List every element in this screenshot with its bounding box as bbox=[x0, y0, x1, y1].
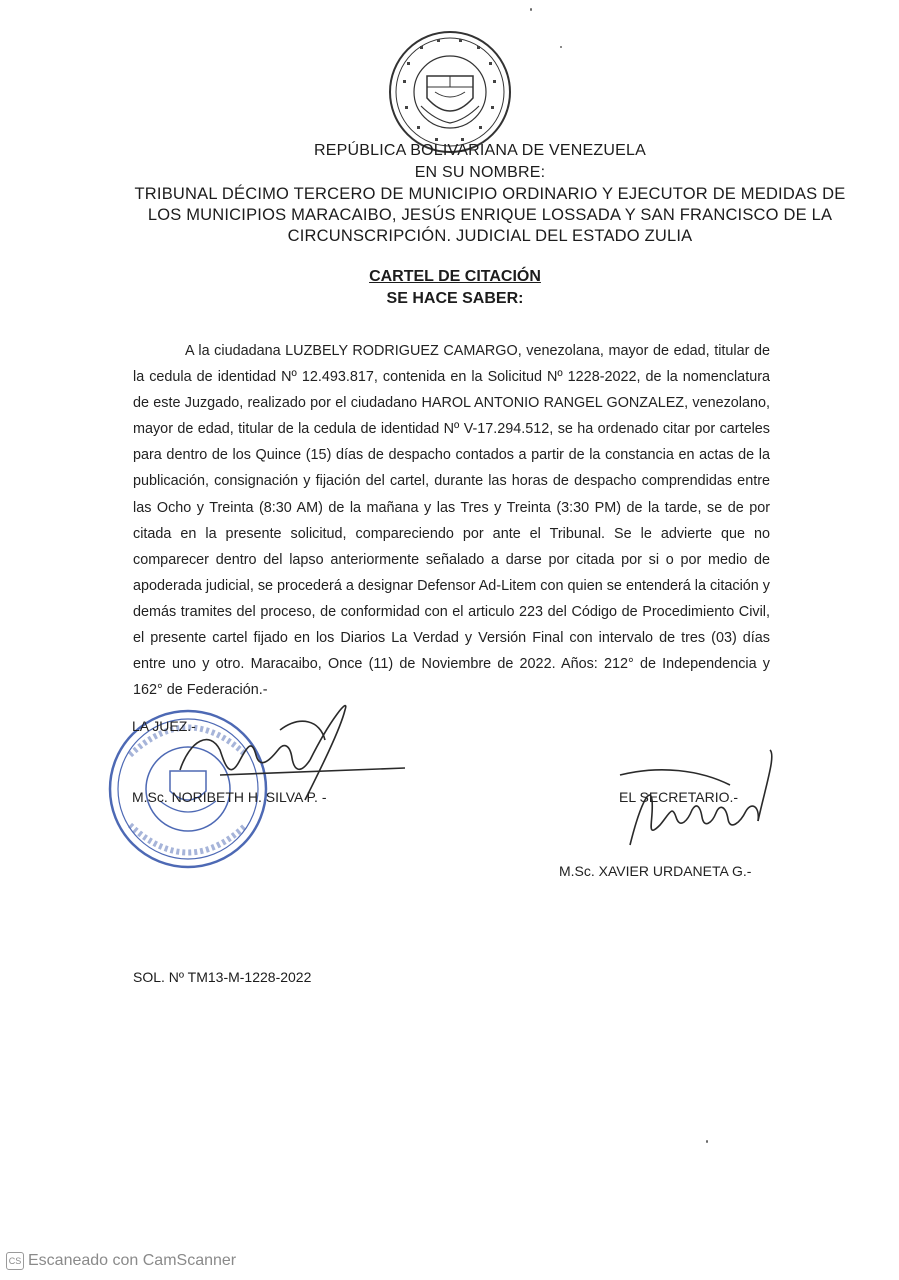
header-tribunal: TRIBUNAL DÉCIMO TERCERO DE MUNICIPIO ORDINARIO Y EJECUTOR DE MEDIDAS DE LOS MUNICIPIOS MARACAIBO, JESÚS ENRIQUE LOSSADA Y SAN FRANCISCO DE LA CIRCUNSCRIPCIÓN. JUDICIAL DEL ESTADO ZULIA bbox=[134, 185, 846, 245]
document-title: CARTEL DE CITACIÓN bbox=[369, 268, 541, 285]
header-republic: REPÚBLICA BOLIVARIANA DE VENEZUELA bbox=[314, 142, 646, 159]
secretary-signature bbox=[580, 745, 780, 865]
secretary-title: EL SECRETARIO.- bbox=[619, 789, 739, 805]
camscanner-text: Escaneado con CamScanner bbox=[28, 1252, 237, 1269]
scan-speck bbox=[560, 46, 562, 48]
citation-body bbox=[133, 338, 770, 703]
camscanner-watermark bbox=[6, 1252, 236, 1270]
scan-speck bbox=[706, 1140, 708, 1143]
document-subtitle: SE HACE SABER: bbox=[386, 290, 524, 307]
scan-speck bbox=[530, 8, 532, 11]
camscanner-icon: CS bbox=[6, 1252, 24, 1270]
court-seal-emblem bbox=[385, 28, 515, 156]
judge-name: M.Sc. NORIBETH H. SILVA P. - bbox=[132, 789, 327, 805]
secretary-name: M.Sc. XAVIER URDANETA G.- bbox=[559, 863, 752, 879]
solicitud-reference: SOL. Nº TM13-M-1228-2022 bbox=[133, 969, 312, 985]
judge-title: LA JUEZ.- bbox=[132, 718, 196, 734]
citation-paragraph: A la ciudadana LUZBELY RODRIGUEZ CAMARGO, venezolana, mayor de edad, titular de la cedula de identidad Nº 12.493.817, contenida en la Solicitud Nº 1228-2022, de la nomenclatura de este Juzgado, realizado por el ciudadano HAROL ANTONIO RANGEL GONZALEZ, venezolano, mayor de edad, titular de la cedula de identidad Nº V-17.294.512, se ha ordenado citar por carteles para dentro de los Quince (15) días de despacho contados a partir de la constancia en actas de la publicación, consignación y fijación del cartel, durante las horas de despacho comprendidas entre las Ocho y Treinta (8:30 AM) de la mañana y las Tres y Treinta (3:30 PM) de la tarde, se de por citada en la presente solicitud, compareciendo por ante el Tribunal. Se le advierte que no comparecer dentro del lapso anteriormente señalado a darse por citada por si o por medio de apoderada judicial, se procederá a designar Defensor Ad-Litem con quien se entenderá la citación y demás tramites del proceso, de conformidad con el articulo 223 del Código de Procedimiento Civil, el presente cartel fijado en los Diarios La Verdad y Versión Final con intervalo de tres (03) días entre uno y otro. Maracaibo, Once (11) de Noviembre de 2022. Años: 212° de Independencia y 162° de Federación.- bbox=[133, 343, 770, 699]
header-en-su-nombre: EN SU NOMBRE: bbox=[414, 164, 546, 181]
